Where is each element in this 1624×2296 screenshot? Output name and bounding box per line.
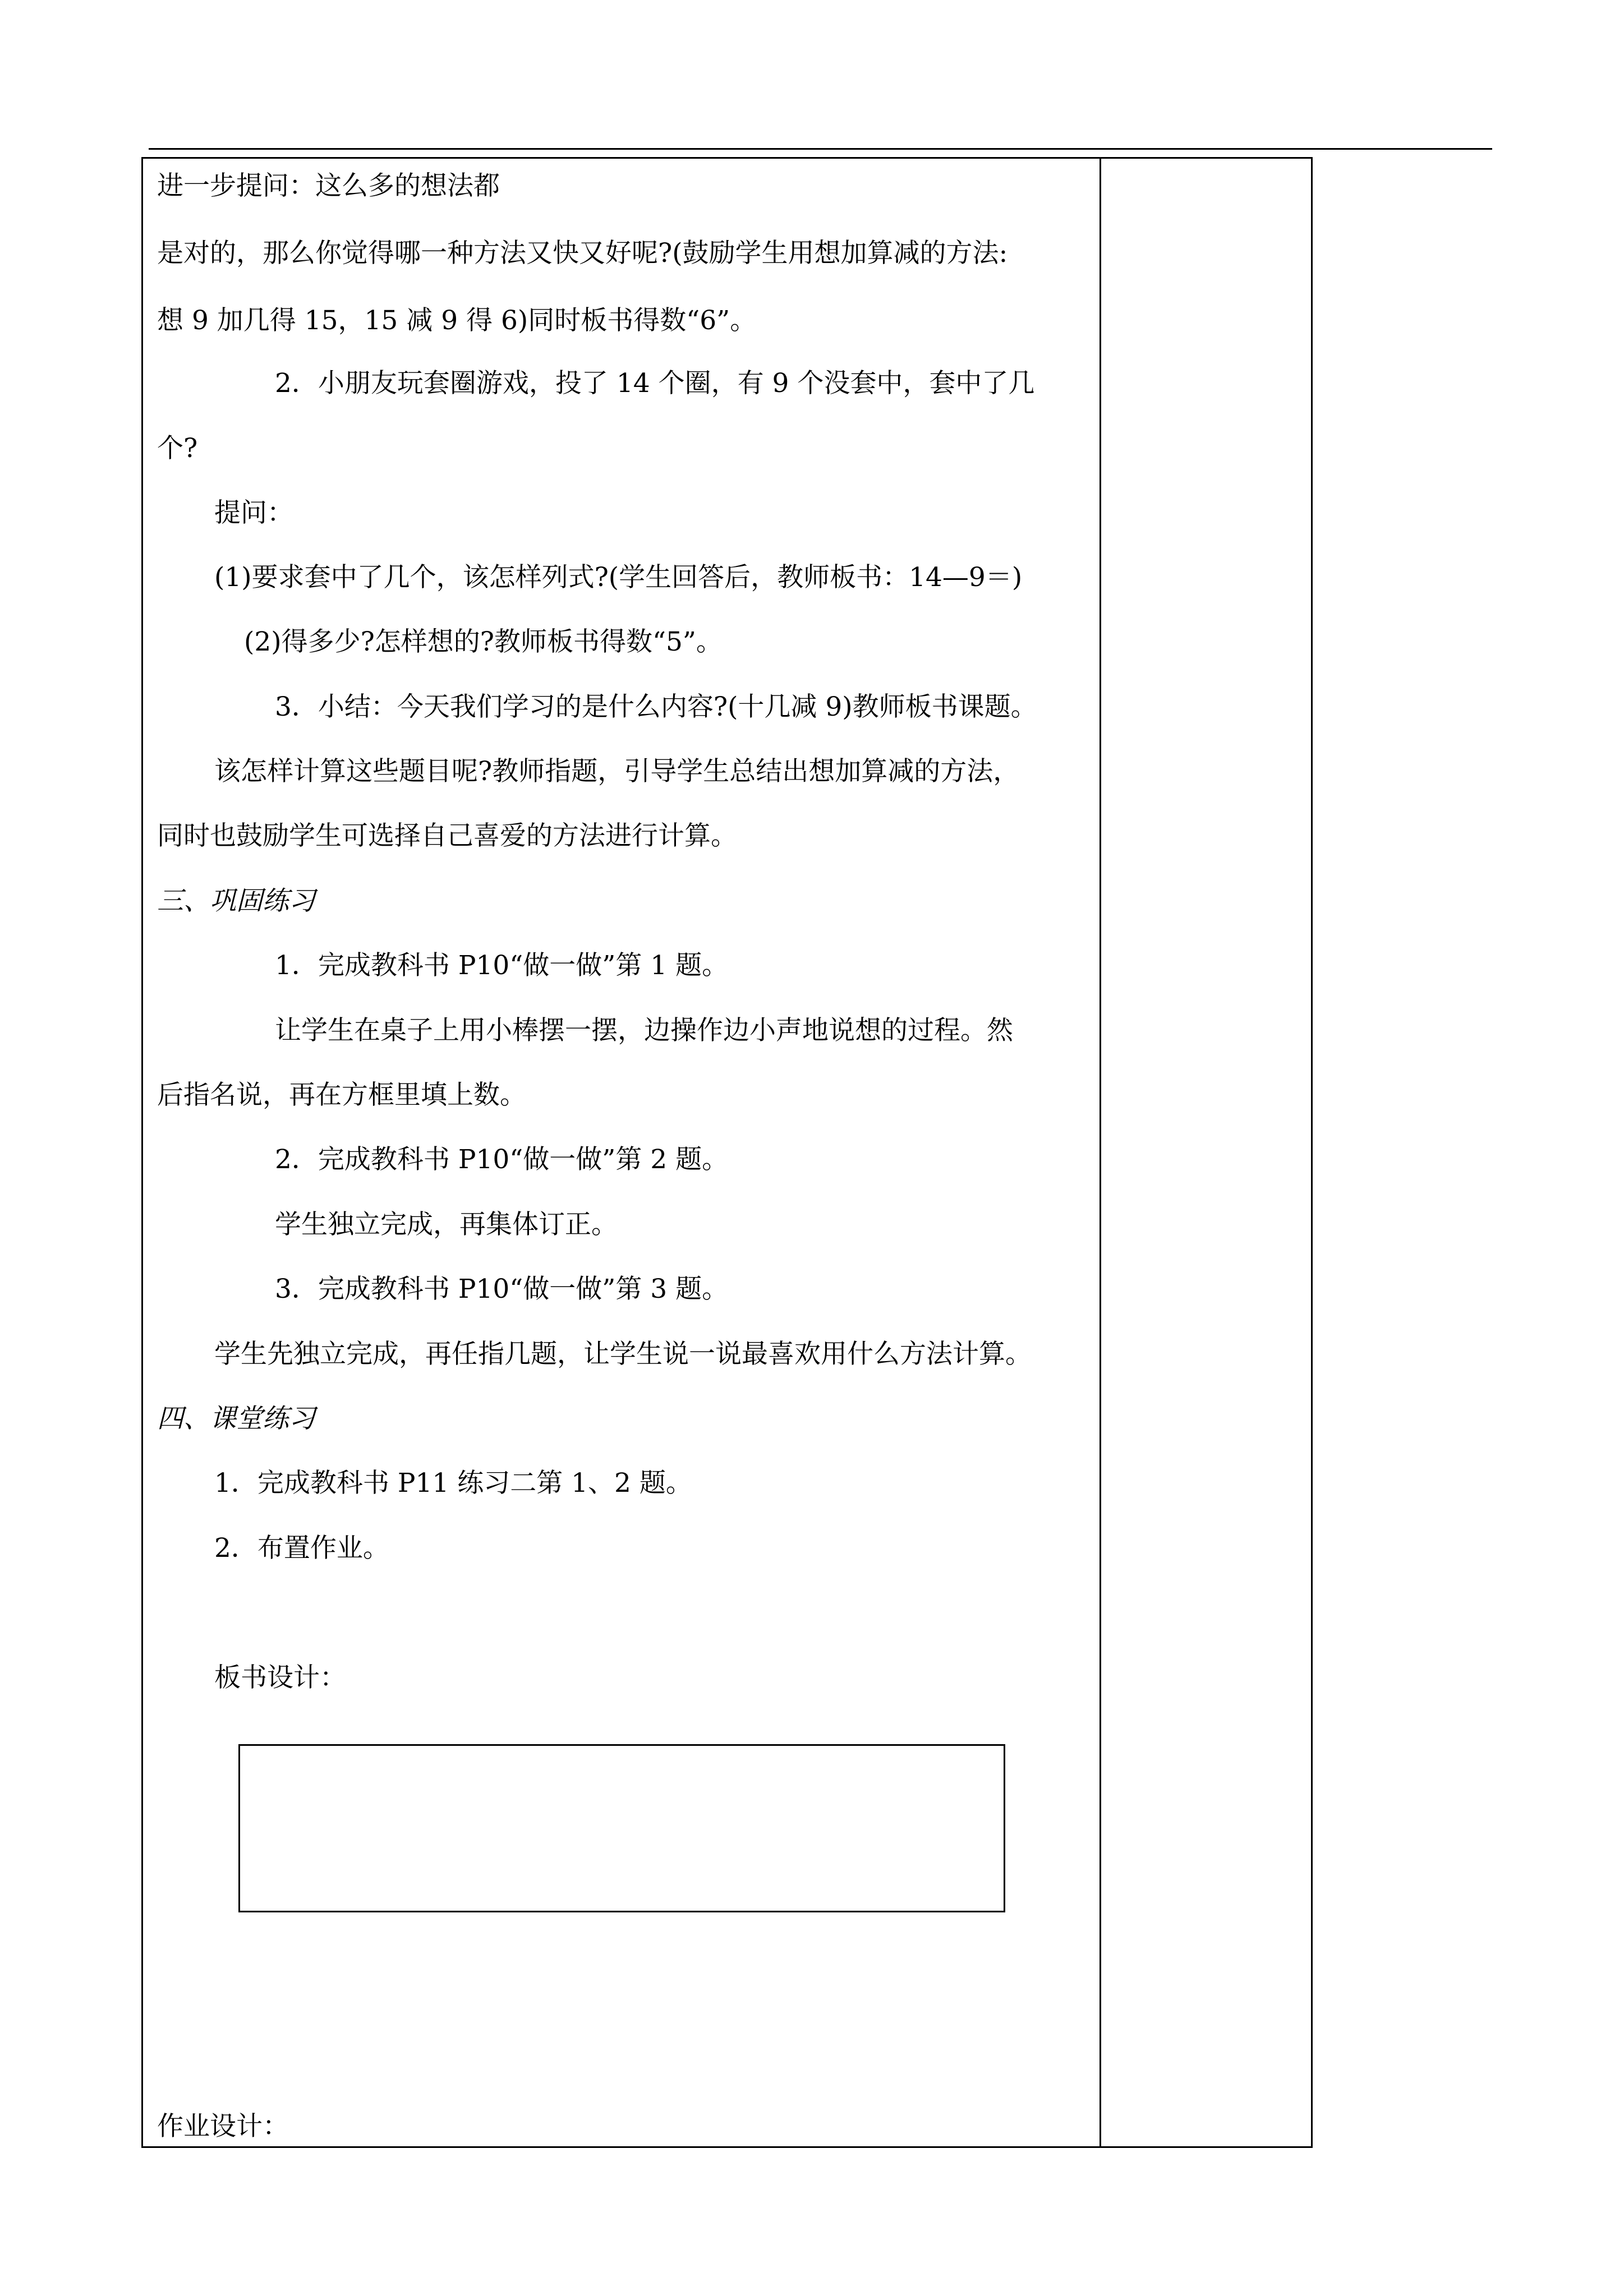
text-line: (1)要求套中了几个，该怎样列式?(学生回答后，教师板书：14—9＝) [214, 562, 1023, 593]
page-header-rule [149, 148, 1492, 150]
text-line: 同时也鼓励学生可选择自己喜爱的方法进行计算。 [157, 820, 737, 851]
text-line: 该怎样计算这些题目呢?教师指题，引导学生总结出想加算减的方法， [214, 756, 1020, 787]
text-line: 1．完成教科书 P10“做一做”第 1 题。 [275, 950, 729, 981]
text-line: 3．小结：今天我们学习的是什么内容?(十几减 9)教师板书课题。 [275, 691, 1037, 722]
text-line: 学生先独立完成，再任指几题，让学生说一说最喜欢用什么方法计算。 [214, 1339, 1032, 1370]
section-heading: 四、课堂练习 [157, 1403, 315, 1434]
homework-design-label: 作业设计： [157, 2111, 289, 2142]
text-line: 3．完成教科书 P10“做一做”第 3 题。 [275, 1274, 729, 1304]
board-design-box [238, 1744, 1005, 1912]
text-line: 2．小朋友玩套圈游戏，投了 14 个圈，有 9 个没套中，套中了几 [275, 368, 1035, 399]
text-line: 个? [157, 433, 198, 464]
section-heading: 三、巩固练习 [157, 886, 315, 916]
text-line: 提问： [214, 497, 293, 528]
text-line: 2．布置作业。 [214, 1533, 389, 1564]
text-line: 进一步提问：这么多的想法都 [157, 170, 500, 201]
text-line: 让学生在桌子上用小棒摆一摆，边操作边小声地说想的过程。然 [275, 1015, 1013, 1046]
text-line: 2．完成教科书 P10“做一做”第 2 题。 [275, 1144, 729, 1175]
table-column-divider [1099, 157, 1101, 2148]
text-line: 后指名说，再在方框里填上数。 [157, 1080, 526, 1110]
text-line: 1．完成教科书 P11 练习二第 1、2 题。 [214, 1468, 692, 1499]
text-line: 学生独立完成，再集体订正。 [275, 1209, 618, 1240]
board-design-label: 板书设计： [214, 1662, 346, 1693]
text-line: 是对的，那么你觉得哪一种方法又快又好呢?(鼓励学生用想加算减的方法: [157, 238, 1008, 269]
text-line: 想 9 加几得 15，15 减 9 得 6)同时板书得数“6”。 [157, 305, 757, 336]
text-line: (2)得多少?怎样想的?教师板书得数“5”。 [244, 626, 723, 657]
